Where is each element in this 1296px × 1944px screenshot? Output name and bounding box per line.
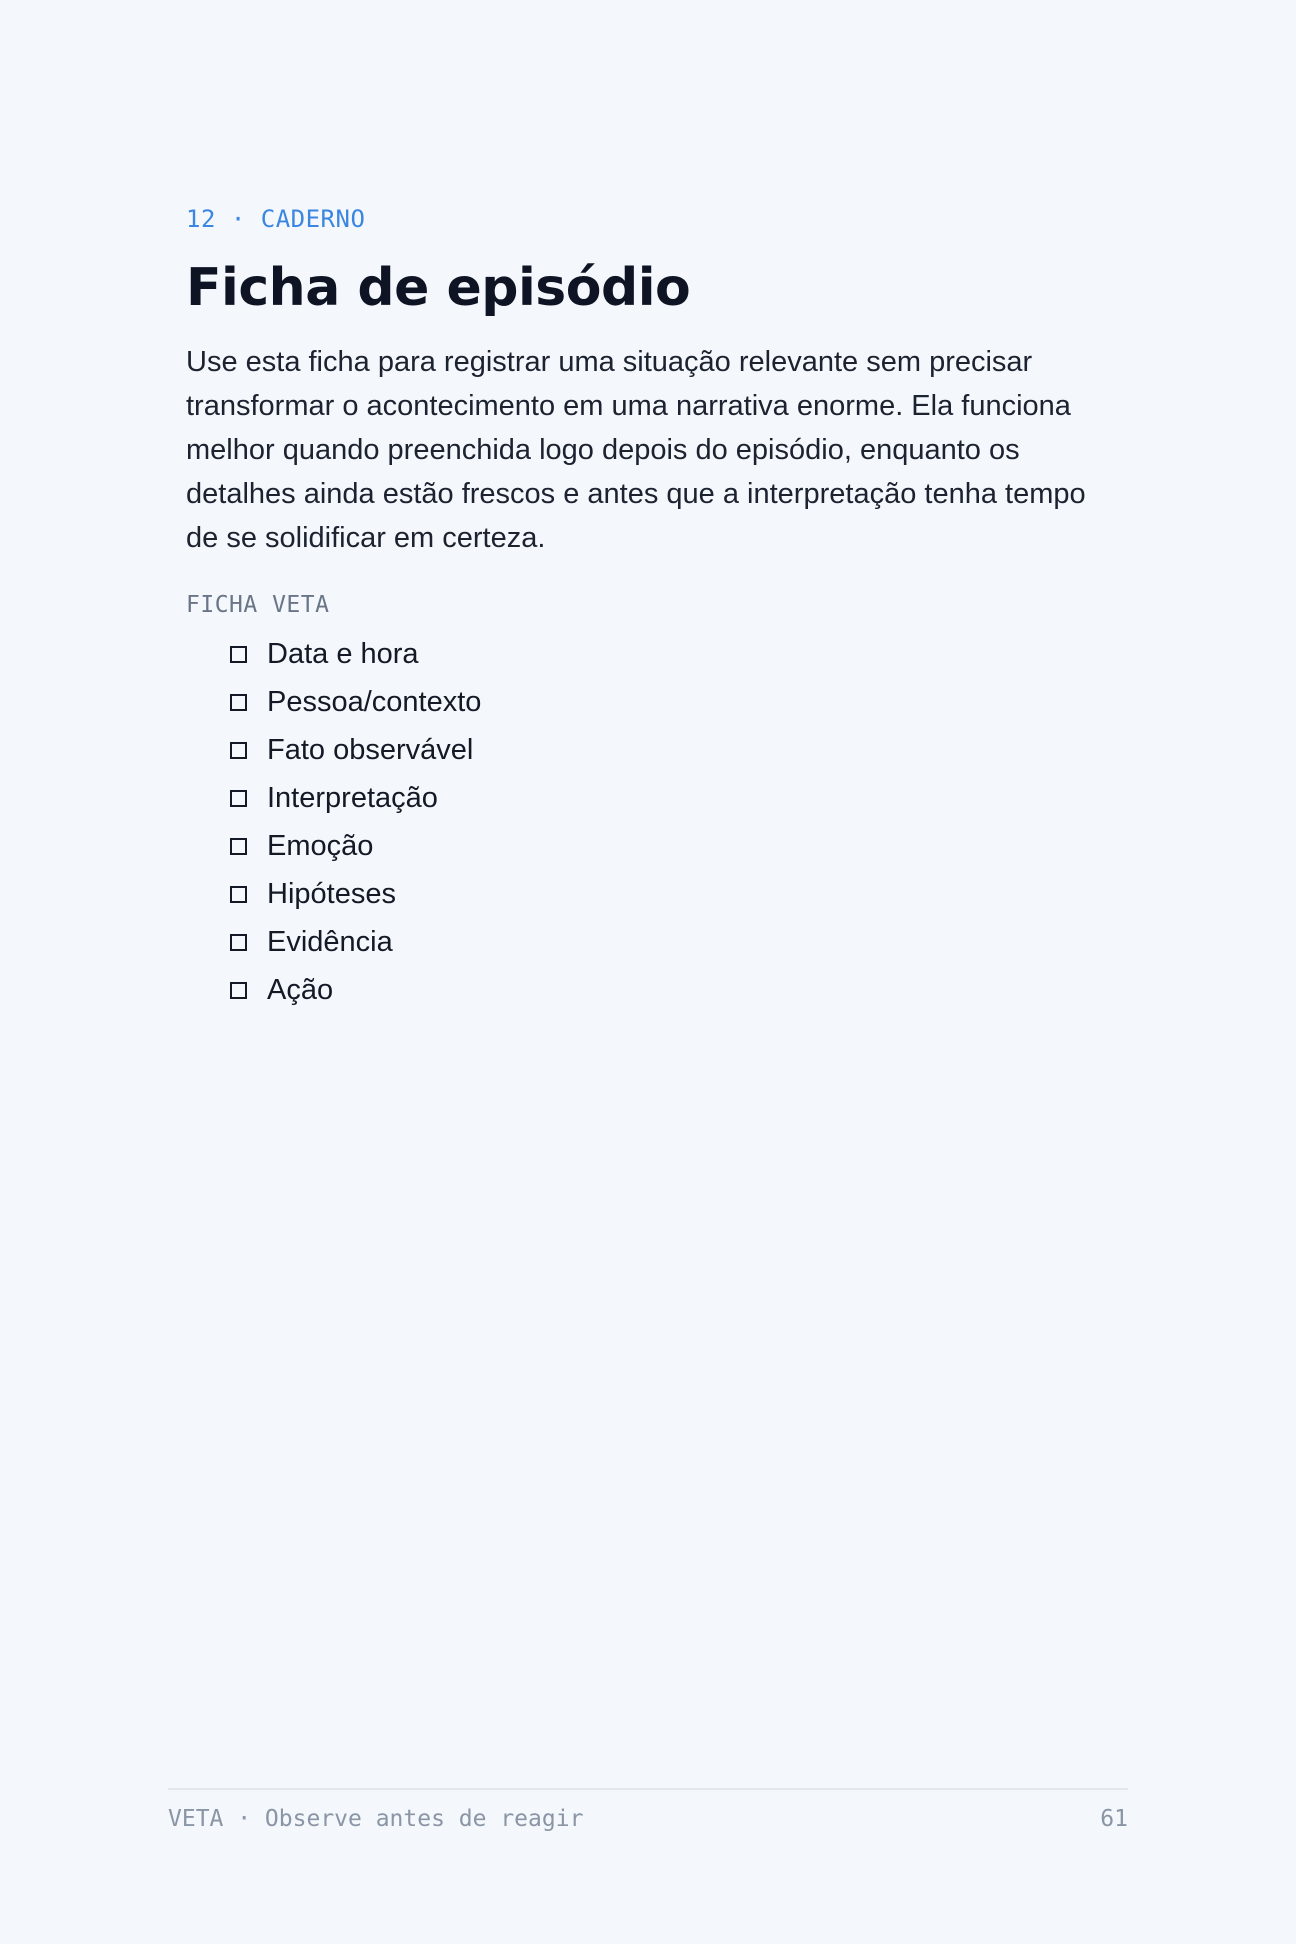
page-footer bbox=[168, 1788, 1128, 1836]
checkbox-icon[interactable] bbox=[230, 838, 247, 855]
page-title: Ficha de episódio bbox=[186, 258, 691, 318]
checkbox-icon[interactable] bbox=[230, 934, 247, 951]
checklist-item bbox=[230, 822, 1116, 870]
checkbox-icon[interactable] bbox=[230, 790, 247, 807]
checklist-item-label: Hipóteses bbox=[267, 877, 396, 910]
checklist bbox=[230, 630, 1116, 1014]
checkbox-icon[interactable] bbox=[230, 982, 247, 999]
checklist-item-label: Pessoa/contexto bbox=[267, 685, 482, 718]
intro-paragraph: Use esta ficha para registrar uma situação relevante sem precisar transformar o acontecimento em uma narrativa enorme. Ela funciona melhor quando preenchida logo depois do episódio, enquanto os detalhes ainda estão frescos e antes que a interpretação tenha tempo de se solidificar em certeza. bbox=[186, 346, 1086, 554]
checklist-item-label: Fato observável bbox=[267, 733, 474, 766]
checklist-item bbox=[230, 726, 1116, 774]
checklist-item-label: Interpretação bbox=[267, 781, 438, 814]
checkbox-icon[interactable] bbox=[230, 886, 247, 903]
checklist-item bbox=[230, 966, 1116, 1014]
checklist-item-label: Evidência bbox=[267, 925, 393, 958]
checklist-item-label: Emoção bbox=[267, 829, 374, 862]
checkbox-icon[interactable] bbox=[230, 694, 247, 711]
checklist-label: FICHA VETA bbox=[186, 592, 330, 618]
section-eyebrow: 12 · CADERNO bbox=[186, 205, 366, 233]
checklist-item-label: Data e hora bbox=[267, 637, 419, 670]
page-content bbox=[186, 200, 1116, 1014]
checklist-item bbox=[230, 918, 1116, 966]
checklist-item bbox=[230, 774, 1116, 822]
checklist-item bbox=[230, 870, 1116, 918]
page-number: 61 bbox=[1100, 1806, 1128, 1832]
checkbox-icon[interactable] bbox=[230, 742, 247, 759]
footer-title: VETA · Observe antes de reagir bbox=[168, 1806, 584, 1832]
checklist-item bbox=[230, 678, 1116, 726]
checklist-item-label: Ação bbox=[267, 973, 334, 1006]
checklist-item bbox=[230, 630, 1116, 678]
checkbox-icon[interactable] bbox=[230, 646, 247, 663]
